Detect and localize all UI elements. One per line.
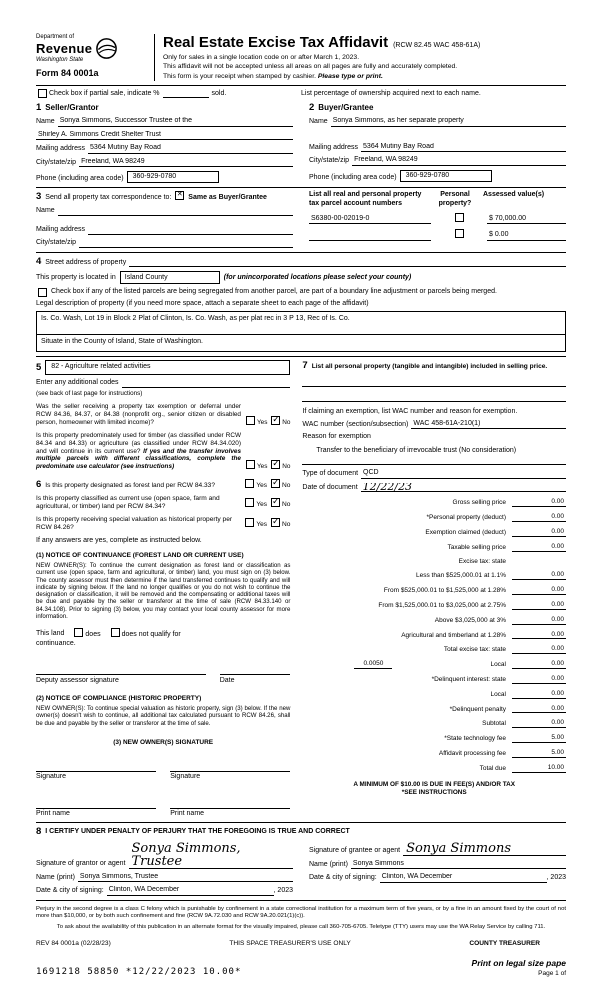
dor-logo: [36, 34, 154, 64]
header-note-1: Only for sales in a single location code on or after March 1, 2023.: [163, 53, 360, 61]
current-use-question: [36, 495, 290, 511]
grantor-signature-block: [36, 840, 293, 896]
continuance-qualify-row: [36, 628, 290, 639]
partial-sale-row: [36, 89, 566, 98]
correspondence-name-field[interactable]: [58, 207, 293, 216]
document-type-label: Type of document: [302, 470, 359, 478]
exemption-yes-checkbox[interactable]: [246, 416, 255, 425]
section-5-divider: [36, 356, 566, 357]
partial-percent-field[interactable]: [163, 89, 209, 98]
buyer-mailing-field[interactable]: 5364 Mutiny Bay Road: [361, 143, 566, 152]
print-name-label: Print name: [170, 810, 205, 817]
signature-label: Signature: [36, 773, 66, 781]
buyer-name-label: Name: [309, 118, 328, 126]
footer-row: [36, 940, 566, 948]
grantee-name-label: Name (print): [309, 860, 348, 868]
parcel-number-field-2[interactable]: [309, 232, 431, 241]
tax-amount-field[interactable]: 0.00: [512, 645, 566, 654]
minimum-due-note: A MINIMUM OF $10.00 IS DUE IN FEE(S) AND/OR TAX: [353, 780, 516, 788]
correspondence-mailing-label: Mailing address: [36, 226, 86, 234]
document-date-label: Date of document: [302, 484, 358, 492]
new-owner-signature-title: (3) NEW OWNER(S) SIGNATURE: [113, 738, 214, 746]
tax-computation-table: [302, 498, 566, 772]
section-4: [36, 256, 566, 353]
signature-label: Signature: [170, 773, 201, 781]
exemption-no-checkbox[interactable]: [271, 416, 280, 425]
personal-property-col-header: Personal property?: [438, 191, 472, 207]
county-select[interactable]: Island County: [120, 271, 220, 284]
forest-no-checkbox[interactable]: [271, 479, 280, 488]
timber-no-checkbox[interactable]: [271, 460, 280, 469]
notice-compliance-body: NEW OWNER(S): To continue special valuation as historic property, sign (3) below. If the new owner(s) doesn't wish to continue, all additional tax calculated pursuant to RCW 84.26, shall be due and payable by the seller or transferor at the time of sale.: [36, 704, 291, 727]
tax-amount-field[interactable]: 0.00: [512, 660, 566, 669]
new-owner-print-name-row: [36, 798, 290, 819]
current-use-question-text: Is this property classified as current use (open space, farm and agricultural, or timber) land per RCW 84.34?: [36, 495, 220, 510]
tax-row-label: Total excise tax: state: [443, 646, 506, 654]
grantee-name-field[interactable]: Sonya Simmons: [351, 860, 566, 869]
historic-question-text: Is this property receiving special valuation as historical property per RCW 84.26?: [36, 515, 233, 531]
tax-row-label: Exemption claimed (deduct): [425, 529, 506, 536]
historic-yes-checkbox[interactable]: [245, 518, 254, 527]
same-as-buyer-checkbox[interactable]: [175, 191, 184, 200]
buyer-heading-label: Buyer/Grantee: [318, 102, 374, 112]
section-3-number: 3: [36, 191, 42, 203]
tax-row-label: Local: [490, 661, 506, 669]
see-instructions-note: *SEE INSTRUCTIONS: [401, 789, 467, 797]
current-use-yes-checkbox[interactable]: [245, 498, 254, 507]
title-block: [154, 34, 566, 81]
tax-row-label: *Delinquent interest: state: [431, 675, 506, 683]
street-address-label: Street address of property: [45, 258, 127, 266]
title-rcw-reference: (RCW 82.45 WAC 458-61A): [393, 42, 481, 49]
tax-amount-field[interactable]: 0.00: [512, 705, 566, 714]
seller-name-field-2[interactable]: Shirley A. Simmons Credit Shelter Trust: [36, 131, 293, 140]
new-owner-signature-field-1[interactable]: [36, 761, 156, 772]
certify-statement: I CERTIFY UNDER PENALTY OF PERJURY THAT THE FOREGOING IS TRUE AND CORRECT: [45, 827, 350, 835]
new-owner-print-name-field-1[interactable]: [36, 798, 156, 809]
exemption-claim-note: If claiming an exemption, list WAC number and reason for exemption.: [302, 407, 518, 415]
seller-name-label: Name: [36, 118, 55, 126]
grantee-year-suffix: , 2023: [546, 874, 566, 882]
header-note-3-text: This form is your receipt when stamped by cashier.: [163, 72, 318, 80]
does-qualify-checkbox[interactable]: [74, 628, 83, 637]
no-label: No: [282, 418, 291, 426]
legal-description-label: Legal description of property (if you need more space, attach a separate sheet to each page of the affidavit): [36, 300, 369, 308]
deputy-date-label: Date: [219, 676, 235, 684]
section-7-heading: [302, 360, 566, 371]
personal-property-heading: List all personal property (tangible and intangible) included in selling price.: [311, 363, 548, 371]
tax-amount-field[interactable]: 0.00: [512, 601, 566, 610]
page-number-note: Page 1 of: [538, 969, 566, 977]
tax-amount-field[interactable]: 0.00: [512, 631, 566, 640]
document-date-field[interactable]: 12/22/23: [361, 483, 566, 493]
partial-sale-suffix: sold.: [211, 89, 227, 97]
alternate-format-note: To ask about the availability of this publication in an alternate format for the visually impaired, please call 360-705-6705. Teletype (TTY) users may use the WA Relay Service by calling 711.: [56, 923, 546, 930]
page-title: Real Estate Excise Tax Affidavit: [163, 34, 389, 51]
grantee-signature-block: [309, 840, 566, 896]
no-label: No: [282, 463, 291, 471]
grantor-year-suffix: , 2023: [273, 887, 293, 895]
tax-row-label: Taxable selling price: [447, 543, 506, 551]
grantee-date-city-label: Date & city of signing:: [309, 874, 377, 882]
correspondence-city-field[interactable]: [79, 239, 293, 248]
tax-amount-field[interactable]: 0.00: [512, 719, 566, 728]
timber-question: [36, 432, 290, 470]
grantor-date-city-field[interactable]: Clinton, WA December: [107, 886, 274, 895]
personal-property-checkbox-2[interactable]: [455, 229, 464, 238]
buyer-city-field[interactable]: Freeland, WA 98249: [352, 156, 566, 165]
seller-city-label: City/state/zip: [36, 158, 77, 166]
buyer-grantee-section: [309, 102, 566, 183]
buyer-phone-field[interactable]: 360-929-0780: [400, 170, 492, 182]
use-code-box[interactable]: 82 - Agriculture related activities: [45, 360, 290, 374]
no-label: No: [281, 500, 291, 508]
tax-amount-field[interactable]: 5.00: [512, 749, 566, 758]
section-6-number: 6: [36, 478, 42, 490]
tax-row-label: Less than $525,000.01 at 1.1%: [416, 572, 506, 580]
county-treasurer-label: COUNTY TREASURER: [469, 939, 540, 947]
logo-column: [36, 34, 154, 81]
legal-description-text: Is. Co. Wash, Lot 19 in Block 2 Plat of Clinton, Is. Co. Wash, as per plat rec in 3 P 13, Rec of Is. Co.: [41, 314, 350, 322]
historic-question: [36, 516, 290, 532]
grantee-signature-label: Signature of grantee or agent: [309, 847, 401, 855]
seller-heading-label: Seller/Grantor: [45, 102, 99, 112]
section-8-divider: [36, 822, 566, 823]
bottom-row: [36, 958, 566, 978]
section-5-number: 5: [36, 361, 42, 373]
section-2-number: 2: [309, 101, 315, 113]
form-number: Form 84 0001a: [36, 67, 99, 78]
tax-row-label: From $525,000.01 to $1,525,000 at 1.28%: [383, 587, 506, 595]
section-8-number: 8: [36, 826, 42, 838]
deputy-signature-label: Deputy assessor signature: [36, 676, 119, 684]
partial-sale-label: Check box if partial sale, indicate %: [49, 89, 160, 97]
no-label: No: [281, 521, 291, 529]
deputy-assessor-row: [36, 664, 290, 685]
rev-number: REV 84 0001a (02/28/23): [36, 939, 111, 947]
notice-continuance-title: (1) NOTICE OF CONTINUANCE (FOREST LAND OR CURRENT USE): [36, 552, 244, 560]
seller-grantor-section: [36, 102, 293, 183]
grantee-date-city-field[interactable]: Clinton, WA December: [380, 873, 547, 882]
current-use-no-checkbox[interactable]: [271, 498, 280, 507]
correspondence-name-label: Name: [36, 207, 55, 215]
segregated-checkbox[interactable]: [38, 288, 47, 297]
if-yes-note: If any answers are yes, complete as instructed below.: [36, 536, 202, 544]
grantor-name-field[interactable]: Sonya Simmons, Trustee: [78, 873, 293, 882]
seller-heading: [36, 102, 293, 113]
new-owner-signature-row: [36, 761, 290, 782]
parcel-row: [309, 229, 566, 240]
tax-row-label: Gross selling price: [452, 499, 506, 507]
deputy-date-field[interactable]: [220, 664, 291, 675]
see-back-note: (see back of last page for instructions): [36, 389, 143, 397]
logo-dept-text: Department of: [36, 34, 75, 40]
deputy-signature-field[interactable]: [36, 664, 206, 675]
personal-property-checkbox-1[interactable]: [455, 213, 464, 222]
parcel-row: [309, 213, 566, 224]
assessed-value-col-header: Assessed value(s): [483, 191, 545, 199]
additional-codes-label: Enter any additional codes: [36, 379, 119, 387]
section-7-number: 7: [302, 360, 308, 372]
section-3: [36, 191, 566, 247]
parcel-col-header: List all real and personal property tax parcel account numbers: [309, 191, 422, 207]
tax-row-label: Local: [490, 690, 506, 698]
tax-row-label: Agricultural and timberland at 1.28%: [401, 631, 506, 639]
assessed-value-field-2[interactable]: $ 0.00: [487, 231, 566, 240]
exemption-question-text: Was the seller receiving a property tax exemption or deferral under RCW 84.36, 84.37, or 84.38 (nonprofit org., senior citizen or disabled person, homeowner with limited income)?: [36, 403, 241, 426]
revenue-logo-icon: [95, 37, 118, 60]
tax-amount-field[interactable]: 0.00: [512, 571, 566, 580]
this-land-label: This land: [36, 629, 65, 637]
no-label: No: [281, 481, 291, 489]
timber-question-text: Is this property predominately used for timber (as classified under RCW 84.34 and 84.33) or agriculture (as classified under RCW 84.34.020) and will continue in its current use?: [36, 432, 241, 455]
legal-description-box[interactable]: [36, 311, 566, 352]
does-not-label: does not qualify for: [121, 631, 181, 639]
street-address-field[interactable]: [129, 258, 566, 267]
forest-yes-checkbox[interactable]: [245, 479, 254, 488]
located-in-label: This property is located in: [36, 273, 116, 281]
tax-row-label: *State technology fee: [444, 735, 506, 743]
buyer-name-field[interactable]: Sonya Simmons, as her separate property: [331, 117, 566, 126]
ownership-percentage-note: List percentage of ownership acquired next to each name.: [301, 89, 481, 97]
document-type-field[interactable]: QCD: [361, 469, 566, 478]
grantor-signature-label: Signature of grantor or agent: [36, 860, 126, 868]
partial-sale-checkbox[interactable]: [38, 89, 47, 98]
assessed-value-field-1[interactable]: $ 70,000.00: [487, 215, 566, 224]
county-instruction: (for unincorporated locations please select your county): [223, 273, 412, 281]
seller-name-field[interactable]: Sonya Simmons, Successor Trustee of the: [58, 117, 293, 126]
grantor-date-city-label: Date & city of signing:: [36, 887, 104, 895]
does-label: does: [85, 631, 101, 639]
section-5-6-column: [36, 360, 290, 818]
tax-amount-field[interactable]: 0.00: [512, 690, 566, 699]
forest-land-question: [36, 479, 290, 490]
tax-amount-field[interactable]: 5.00: [512, 734, 566, 743]
logo-revenue-text: Revenue: [36, 41, 93, 57]
perjury-statement: Perjury in the second degree is a class C felony which is punishable by confinement in a state correctional institution for a maximum term of five years, or by a fine in an amount fixed by the court of not more than $10,000, or by both such confinement and fine (RCW 9A.72.030 and RCW 9A.20.021(1)(c)).: [36, 905, 566, 919]
section-3-divider: [36, 187, 566, 188]
dor-logo-text: [36, 34, 92, 64]
yes-label: Yes: [256, 500, 268, 508]
timber-question-emphasis: If yes and the transfer involves multiple parcels with different classifications, complete the predominate use calculator (see instructions): [36, 447, 242, 471]
wac-number-field[interactable]: WAC 458-61A-210(1): [411, 420, 566, 429]
header-divider: [36, 85, 566, 86]
print-name-label: Print name: [36, 810, 70, 817]
section-7-tax-column: [302, 360, 566, 818]
form-header: [36, 34, 566, 81]
document-block: [302, 464, 566, 492]
tax-amount-field[interactable]: 0.00: [512, 616, 566, 625]
new-owner-print-name-field-2[interactable]: [170, 798, 290, 809]
historic-no-checkbox[interactable]: [271, 518, 280, 527]
grantor-signature[interactable]: Sonya Simmons, Trustee: [129, 842, 293, 869]
header-note-3-emphasis: Please type or print.: [317, 72, 383, 80]
footer-divider: [36, 900, 566, 901]
treasurer-space-label: THIS SPACE TREASURER'S USE ONLY: [229, 939, 351, 947]
correspondence-label: Send all property tax correspondence to:: [45, 194, 172, 202]
seller-mailing-label: Mailing address: [36, 145, 86, 153]
tax-row-label: Subtotal: [482, 720, 506, 728]
tax-amount-field[interactable]: 0.00: [512, 586, 566, 595]
print-legal-size-note: Print on legal size pape: [471, 957, 566, 968]
tax-row-label: Total due: [479, 764, 506, 772]
tax-amount-field[interactable]: 0.00: [512, 513, 566, 522]
tax-amount-blank: [512, 558, 566, 565]
tax-row-label: *Personal property (deduct): [426, 514, 506, 522]
tax-row-label: *Delinquent penalty: [449, 705, 506, 713]
tax-amount-field[interactable]: 0.00: [512, 528, 566, 537]
cashier-stamp: 1691218 58850 *12/22/2023 10.00*: [36, 966, 242, 977]
new-owner-signature-field-2[interactable]: [170, 761, 290, 772]
reason-for-exemption-label: Reason for exemption: [302, 433, 371, 441]
buyer-city-label: City/state/zip: [309, 157, 350, 165]
buyer-mailing-label: Mailing address: [309, 143, 359, 151]
does-not-qualify-checkbox[interactable]: [111, 628, 120, 637]
segregated-label: Check box if any of the listed parcels are being segregated from another parcel, are part of a boundary line adjustment or parcels being merged.: [51, 288, 497, 296]
yes-label: Yes: [257, 418, 268, 426]
correspondence-heading: [36, 191, 293, 202]
seller-phone-label: Phone (including area code): [36, 174, 124, 182]
grantee-signature[interactable]: Sonya Simmons: [403, 842, 566, 856]
forest-land-question-text: Is this property designated as forest land per RCW 84.33?: [45, 481, 215, 489]
legal-description-situate: Situate in the County of Island, State of Washington.: [37, 334, 565, 351]
notice-compliance-title: (2) NOTICE OF COMPLIANCE (HISTORIC PROPERTY): [36, 695, 202, 703]
yes-label: Yes: [257, 463, 268, 471]
header-note-3: [163, 73, 566, 81]
wac-number-label: WAC number (section/subsection): [302, 421, 409, 429]
tax-amount-field[interactable]: 10.00: [512, 764, 566, 773]
local-rate-field[interactable]: 0.0050: [354, 660, 392, 669]
tax-amount-field[interactable]: 0.00: [512, 498, 566, 507]
continuance-label: continuance.: [36, 639, 76, 647]
parcel-number-field[interactable]: S6380-00-02019-0: [309, 215, 431, 224]
buyer-heading: [309, 102, 566, 113]
tax-row-label: Affidavit processing fee: [438, 749, 506, 757]
yes-label: Yes: [256, 481, 268, 489]
exemption-reason-field[interactable]: Transfer to the beneficiary of irrevocable trust (No consideration): [316, 446, 517, 454]
seller-phone-field[interactable]: 360-929-0780: [127, 171, 219, 183]
section-8: [36, 826, 566, 895]
grantor-name-label: Name (print): [36, 873, 75, 881]
correspondence-city-label: City/state/zip: [36, 239, 77, 247]
timber-yes-checkbox[interactable]: [246, 460, 255, 469]
section-4-divider: [36, 252, 566, 253]
parcel-table: [309, 191, 566, 247]
buyer-spacer: [309, 127, 566, 139]
additional-codes-field[interactable]: [122, 379, 291, 388]
header-note-2: This affidavit will not be accepted unless all areas on all pages are fully and accurately completed.: [163, 63, 458, 71]
notice-continuance-body: NEW OWNER(S): To continue the current designation as forest land or classification as current use (open space, farm and agricultural, or timber) land, you must sign on (3) below. The county assessor must then determine if the land transferred continues to qualify and will indicate by signing below. If the land no longer qualifies or you do not wish to continue the designation or classification, it will be removed and the compensating or additional taxes will be due and payable by the seller or transferor at the time of sale (RCW 84.33.140 or 84.34.108). Prior to signing (3) below, you may contact your local county assessor for more information.: [36, 561, 291, 621]
buyer-phone-label: Phone (including area code): [309, 173, 397, 181]
tax-amount-field[interactable]: 0.00: [512, 675, 566, 684]
personal-property-field-1[interactable]: [302, 374, 566, 387]
tax-row-label: Above $3,025,000 at 3%: [434, 616, 506, 624]
tax-row-label: Excise tax: state: [458, 557, 506, 565]
yes-label: Yes: [256, 521, 268, 529]
tax-row-label: From $1,525,000.01 to $3,025,000 at 2.75%: [378, 601, 506, 609]
correspondence-mailing-field[interactable]: [88, 226, 293, 235]
same-as-buyer-label: Same as Buyer/Grantee: [188, 194, 267, 202]
tax-amount-field[interactable]: 0.00: [512, 543, 566, 552]
seller-city-field[interactable]: Freeland, WA 98249: [79, 158, 293, 167]
personal-property-field-2[interactable]: [302, 389, 566, 402]
section-1-number: 1: [36, 101, 42, 113]
logo-state-text: Washington State: [36, 56, 84, 63]
exemption-question: [36, 403, 290, 426]
section-4-number: 4: [36, 255, 42, 267]
seller-mailing-field[interactable]: 5364 Mutiny Bay Road: [88, 144, 293, 153]
